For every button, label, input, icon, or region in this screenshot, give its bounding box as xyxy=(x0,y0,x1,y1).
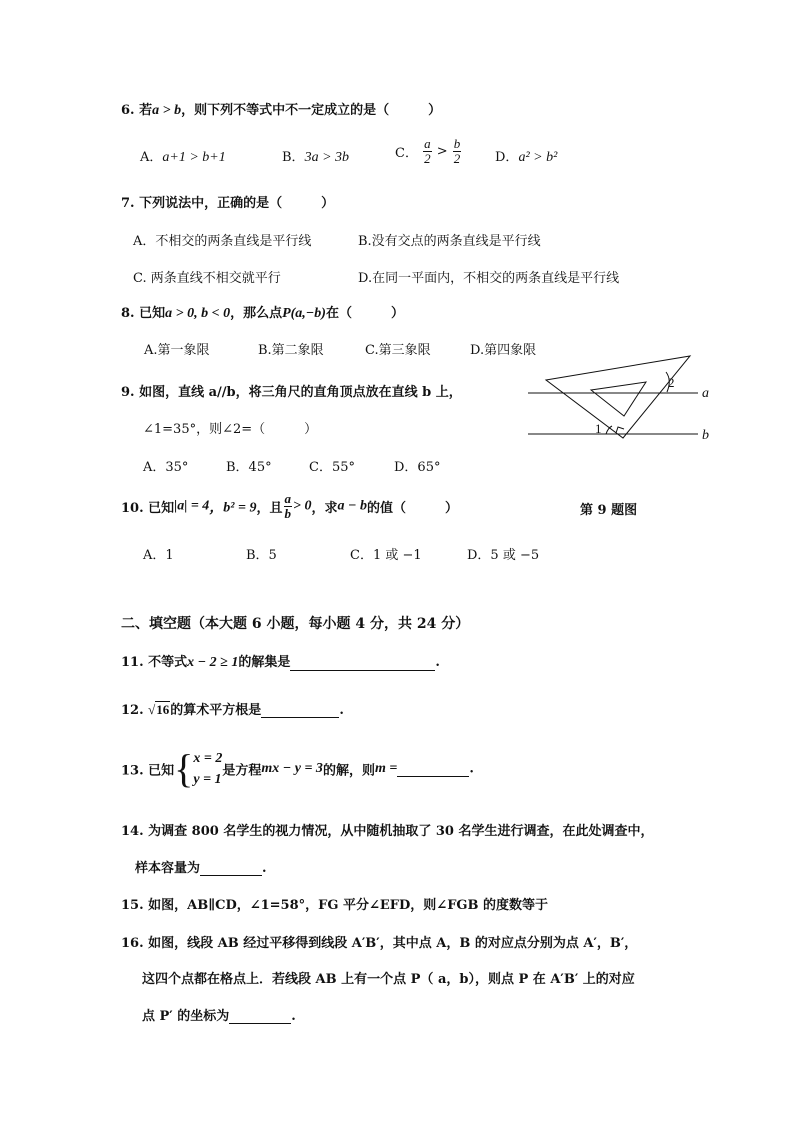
q10-number: 10. 已知 xyxy=(121,501,175,516)
q12-number: 12. xyxy=(121,703,144,718)
q12-tail: 的算术平方根是 xyxy=(170,703,262,718)
q8-option-d: D.第四象限 xyxy=(470,343,537,358)
q10-option-c: C．1 或 −1 xyxy=(350,548,422,563)
q7-option-a: A．不相交的两条直线是平行线 xyxy=(133,234,312,249)
q6-option-c-gt: > xyxy=(436,144,448,159)
q11-tail: 的解集是 xyxy=(238,655,291,670)
q13-answer-blank[interactable] xyxy=(397,762,469,777)
q9-option-b: B．45° xyxy=(226,460,272,475)
q14-answer-blank[interactable] xyxy=(200,861,262,876)
q10-option-d: D．5 或 −5 xyxy=(467,548,540,563)
q6-option-b-label: B． xyxy=(282,150,305,165)
q13-eq1: x = 2 xyxy=(193,751,223,766)
q9-label-1: 1 xyxy=(595,421,602,436)
q16-stem-line2: 这四个点都在格点上．若线段 AB 上有一个点 P（ a，b），则点 P 在 A′B′ 上的对应 xyxy=(142,972,635,987)
q9-triangle-outer xyxy=(546,356,690,438)
q9-right-angle-mark xyxy=(616,427,624,433)
q7-stem: 7. 下列说法中，正确的是（ ） xyxy=(121,196,335,211)
q12-end: . xyxy=(339,703,344,718)
q13-variable: m = xyxy=(374,761,398,776)
q13-equation: mx − y = 3 xyxy=(261,761,323,776)
q9-figure-caption: 第 9 题图 xyxy=(580,503,638,518)
q6-option-d-label: D． xyxy=(495,150,519,165)
q6-option-c-frac2: $\frac{b}{2}$ xyxy=(453,136,461,166)
q13-stem xyxy=(121,748,474,790)
q10-option-a: A．1 xyxy=(143,548,174,563)
q9-option-d: D．65° xyxy=(394,460,441,475)
q14-stem: 14. 为调查 800 名学生的视力情况，从中随机抽取了 30 名学生进行调查，在此处调查中， xyxy=(121,824,654,839)
q7-option-c: C. 两条直线不相交就平行 xyxy=(133,271,281,286)
q6-option-a-label: A． xyxy=(140,150,163,165)
q6-lead: 若 xyxy=(139,103,153,118)
q16-line3: 点 P′ 的坐标为 xyxy=(142,1009,230,1024)
q8-stem xyxy=(121,302,404,322)
q6-option-c-frac1: $\frac{a}{2}$ xyxy=(424,136,431,166)
q6-option-b-expr: 3a > 3b xyxy=(304,150,350,165)
q8-option-b: B.第二象限 xyxy=(258,343,324,358)
q13-mid: 是方程 xyxy=(222,763,262,779)
q10-and: ，且 xyxy=(256,501,283,516)
section-2-heading: 二、填空题（本大题 6 小题，每小题 4 分，共 24 分） xyxy=(121,616,470,632)
q14-line2: 样本容量为 xyxy=(135,861,201,876)
q13-brace: { xyxy=(174,746,194,791)
q10-expr: a − b xyxy=(337,498,367,514)
q16-end: . xyxy=(291,1009,296,1024)
q9-triangle-inner xyxy=(591,382,646,416)
q6-option-b xyxy=(282,146,349,166)
q12-radicand: 16 xyxy=(156,702,170,717)
q6-option-d xyxy=(495,146,557,166)
q10-tail: 的值（ ） xyxy=(367,501,459,516)
q10-frac: $\frac{a}{b}$ xyxy=(284,491,292,521)
q12-answer-blank[interactable] xyxy=(261,703,339,718)
q13-system xyxy=(193,748,222,790)
q8-number: 8. 已知 xyxy=(121,306,166,321)
q16-stem-line3 xyxy=(142,1005,296,1024)
q9-label-a: a xyxy=(702,386,709,401)
q6-option-a xyxy=(140,146,226,166)
q14-stem-line2 xyxy=(135,857,267,876)
q9-option-a: A．35° xyxy=(143,460,189,475)
q13-end: . xyxy=(469,761,474,777)
q9-label-2: 2 xyxy=(668,375,675,390)
q10-gt: > 0 xyxy=(293,498,312,514)
q6-option-c xyxy=(395,137,462,166)
q13-lead: 13. 已知 xyxy=(121,763,175,779)
q6-option-d-expr: a² > b² xyxy=(518,150,558,165)
q12-sqrt: √16 xyxy=(148,702,170,717)
q9-option-c: C．55° xyxy=(309,460,355,475)
q15-stem: 15. 如图，AB∥CD，∠1=58°，FG 平分∠EFD，则∠FGB 的度数等于 xyxy=(121,898,549,913)
q6-option-a-expr: a+1 > b+1 xyxy=(162,150,226,165)
q12-stem xyxy=(121,699,344,718)
q8-condition: a > 0, b < 0 xyxy=(165,306,231,321)
q6-condition: a > b xyxy=(152,103,182,118)
q9-stem-line2: ∠1=35°，则∠2=（ ） xyxy=(143,422,318,437)
q11-expr: x − 2 ≥ 1 xyxy=(187,655,239,670)
q8-tail: 在（ ） xyxy=(325,306,404,321)
q10-ask: ，求 xyxy=(311,501,338,516)
q13-eq2: y = 1 xyxy=(193,772,222,787)
q13-tail: 的解，则 xyxy=(322,763,375,779)
q10-stem xyxy=(121,492,458,521)
q16-answer-blank[interactable] xyxy=(229,1009,291,1024)
q6-option-c-label: C． xyxy=(395,146,418,161)
q6-stem xyxy=(121,99,441,119)
q8-option-c: C.第三象限 xyxy=(365,343,431,358)
q7-option-b: B.没有交点的两条直线是平行线 xyxy=(358,234,541,249)
q10-option-b: B．5 xyxy=(246,548,277,563)
q10-abs: |a| = 4 xyxy=(174,498,210,514)
q11-lead: 11. 不等式 xyxy=(121,655,188,670)
q9-stem: 9. 如图，直线 a//b，将三角尺的直角顶点放在直线 b 上， xyxy=(121,385,462,400)
q8-point: P(a,−b) xyxy=(282,306,326,321)
q10-square: ，b² = 9 xyxy=(209,500,257,516)
q11-end: . xyxy=(435,655,440,670)
q9-label-b: b xyxy=(702,428,709,443)
q9-figure xyxy=(520,350,720,450)
q8-mid: ，那么点 xyxy=(230,306,283,321)
q8-option-a: A.第一象限 xyxy=(144,343,210,358)
q6-tail: ，则下列不等式中不一定成立的是（ ） xyxy=(181,103,442,118)
q11-answer-blank[interactable] xyxy=(290,656,435,671)
q7-option-d: D.在同一平面内，不相交的两条直线是平行线 xyxy=(358,271,620,286)
q14-end: . xyxy=(262,861,267,876)
q11-stem xyxy=(121,651,440,671)
q6-number: 6. xyxy=(121,103,135,118)
q16-stem: 16. 如图，线段 AB 经过平移得到线段 A′B′，其中点 A，B 的对应点分别为点 A′，B′， xyxy=(121,936,638,951)
